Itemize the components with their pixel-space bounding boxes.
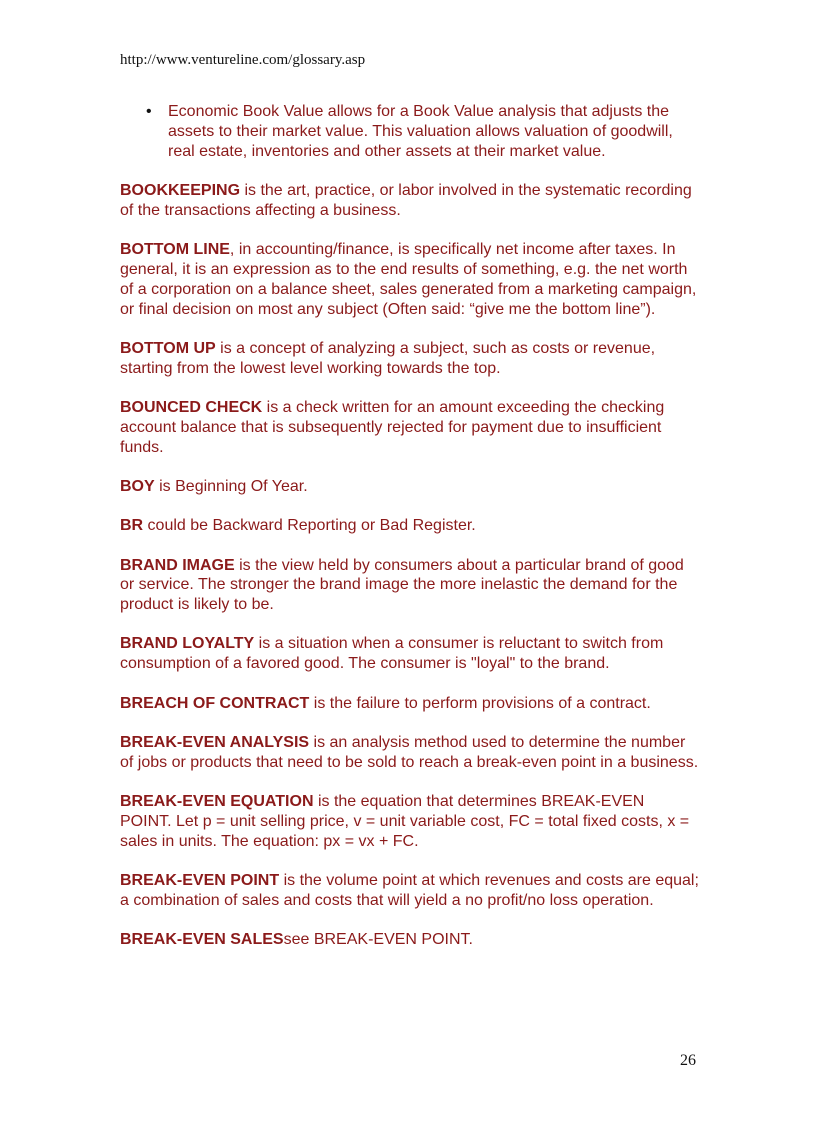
glossary-entry-break-even-analysis xyxy=(120,733,700,773)
glossary-term: BREACH OF CONTRACT xyxy=(120,694,310,712)
bullet-item xyxy=(120,102,700,161)
glossary-definition: could be Backward Reporting or Bad Register. xyxy=(143,517,476,535)
glossary-definition: is a concept of analyzing a subject, such as costs or revenue, starting from the lowest level working towards the top. xyxy=(120,339,656,377)
glossary-entry-breach-of-contract xyxy=(120,694,700,714)
page-number: 26 xyxy=(680,1052,696,1069)
glossary-entry-brand-loyalty xyxy=(120,634,700,674)
glossary-term: BREAK-EVEN POINT xyxy=(120,871,280,889)
glossary-definition: is the view held by consumers about a particular brand of good or service. The stronger the brand image the more inelastic the demand for the product is likely to be. xyxy=(120,556,684,614)
glossary-definition: is the equation that determines BREAK-EVEN POINT. Let p = unit selling price, v = unit variable cost, FC = total fixed costs, x = sales in units. The equation: px = vx + FC. xyxy=(120,792,690,850)
glossary-definition: is the art, practice, or labor involved in the systematic recording of the transactions affecting a business. xyxy=(120,182,692,219)
glossary-entry-bottom-line xyxy=(120,240,700,319)
glossary-content xyxy=(120,102,700,969)
glossary-entry-brand-image xyxy=(120,556,700,615)
glossary-term: BOOKKEEPING xyxy=(120,182,241,200)
glossary-definition: is Beginning Of Year. xyxy=(154,477,308,495)
glossary-term: BOY xyxy=(120,477,155,495)
glossary-term: BRAND LOYALTY xyxy=(120,635,255,653)
glossary-entry-break-even-sales xyxy=(120,930,700,950)
glossary-definition: is a check written for an amount exceeding the checking account balance that is subsequently rejected for payment due to insufficient funds. xyxy=(120,399,665,456)
glossary-entry-bookkeeping xyxy=(120,181,700,221)
glossary-term: BOTTOM UP xyxy=(120,339,216,357)
glossary-entry-bottom-up xyxy=(120,339,700,379)
glossary-entry-break-even-equation xyxy=(120,792,700,851)
glossary-definition: see BREAK-EVEN POINT. xyxy=(283,930,473,948)
glossary-term: BREAK-EVEN EQUATION xyxy=(120,792,314,810)
glossary-entry-br xyxy=(120,516,700,536)
glossary-definition: is the failure to perform provisions of a contract. xyxy=(309,694,651,712)
glossary-definition: is the volume point at which revenues and costs are equal; a combination of sales and costs that will yield a no profit/no loss operation. xyxy=(120,871,699,909)
glossary-definition: , in accounting/finance, is specifically net income after taxes. In general, it is an expression as to the end results of something, e.g. the net worth of a corporation on a balance sheet, sales generated from a marketing campaign, or final decision on most any subject (Often said: “give me the bottom line”). xyxy=(120,241,697,318)
glossary-entry-boy xyxy=(120,477,700,497)
glossary-term: BOUNCED CHECK xyxy=(120,399,263,417)
glossary-definition: is a situation when a consumer is reluctant to switch from consumption of a favored good. The consumer is "loyal" to the brand. xyxy=(120,635,664,673)
bullet-text: Economic Book Value allows for a Book Value analysis that adjusts the assets to their market value. This valuation allows valuation of goodwill, real estate, inventories and other assets at their market value. xyxy=(168,103,673,160)
glossary-term: BOTTOM LINE xyxy=(120,241,230,259)
bullet-marker: • xyxy=(146,103,152,120)
glossary-entry-break-even-point xyxy=(120,871,700,911)
glossary-entry-bounced-check xyxy=(120,398,700,457)
glossary-term: BREAK-EVEN ANALYSIS xyxy=(120,733,310,751)
glossary-definition: is an analysis method used to determine the number of jobs or products that need to be sold to reach a break-even point in a business. xyxy=(120,733,699,771)
header-url: http://www.ventureline.com/glossary.asp xyxy=(120,52,366,68)
glossary-term: BRAND IMAGE xyxy=(120,556,235,574)
glossary-term: BR xyxy=(120,517,144,535)
glossary-term: BREAK-EVEN SALES xyxy=(120,930,284,948)
